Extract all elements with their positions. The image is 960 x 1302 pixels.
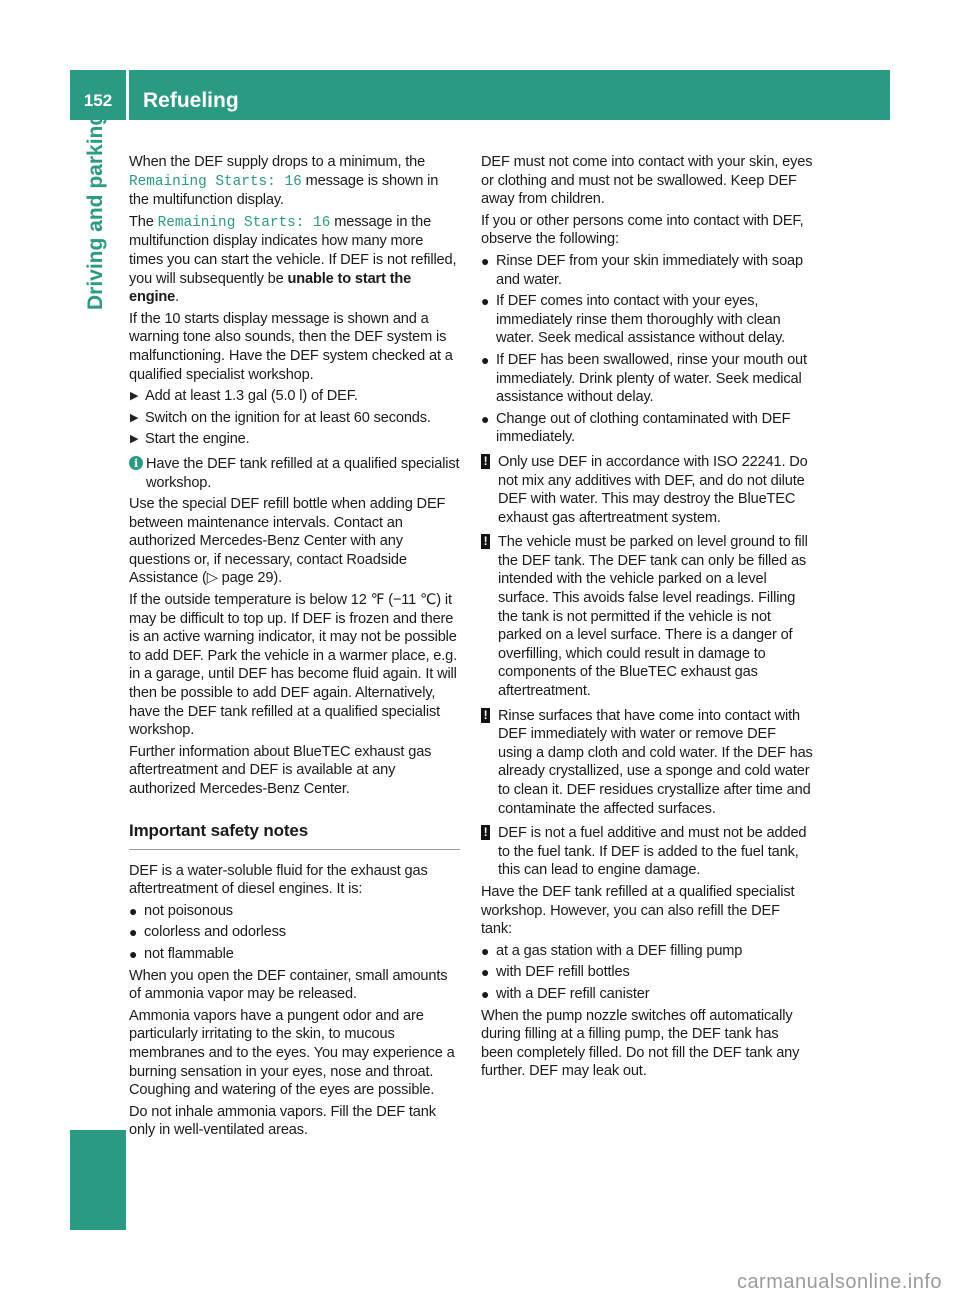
bullet-icon: ● bbox=[129, 945, 138, 962]
text: Use the special DEF refill bottle when adding DEF between maintenance intervals. Contact an authorized Mercedes-Benz Center with any questions or, if necessary, contact Roadside Assistance ( bbox=[129, 496, 446, 587]
paragraph: Do not inhale ammonia vapors. Fill the DEF tank only in well-ventilated areas. bbox=[129, 1103, 436, 1139]
paragraph bbox=[129, 495, 460, 588]
subsection-heading: Important safety notes bbox=[129, 820, 460, 850]
list-item bbox=[481, 292, 813, 348]
paragraph: Further information about BlueTEC exhaust gas aftertreatment and DEF is available at any authorized Mercedes-Benz Center. bbox=[129, 743, 432, 797]
section-title: Refueling bbox=[143, 89, 239, 112]
step-text: Start the engine. bbox=[145, 431, 250, 448]
warning-icon: ! bbox=[481, 454, 490, 469]
text: When the DEF supply drops to a minimum, the bbox=[129, 154, 426, 170]
bullet-icon: ● bbox=[481, 351, 490, 368]
display-message: Remaining Starts: 16 bbox=[129, 173, 302, 190]
list-item bbox=[481, 351, 813, 407]
text: ). bbox=[273, 570, 282, 587]
text: message is shown in the multifunction display. bbox=[129, 172, 439, 209]
bullet-icon: ● bbox=[481, 293, 490, 310]
paragraph: If the 10 starts display message is shown and a warning tone also sounds, then the DEF system is malfunctioning. Have the DEF system checked at a qualified specialist workshop. bbox=[129, 310, 453, 383]
warning-note bbox=[481, 453, 813, 527]
list-item bbox=[481, 942, 813, 961]
left-column bbox=[129, 153, 460, 1143]
list-item bbox=[481, 410, 813, 447]
right-column bbox=[481, 153, 813, 1084]
paragraph: DEF is a water-soluble fluid for the exhaust gas aftertreatment of diesel engines. It is: bbox=[129, 862, 428, 898]
text: . bbox=[175, 289, 180, 306]
watermark: carmanualsonline.info bbox=[736, 1271, 942, 1293]
list-item-text: colorless and odorless bbox=[144, 924, 286, 941]
header-divider bbox=[126, 70, 129, 120]
info-icon: i bbox=[129, 456, 143, 470]
step-item bbox=[129, 387, 460, 406]
display-message: Remaining Starts: 16 bbox=[157, 214, 331, 231]
bullet-icon: ● bbox=[481, 964, 490, 981]
paragraph: When you open the DEF container, small amounts of ammonia vapor may be released. bbox=[129, 967, 448, 1003]
list-item bbox=[481, 985, 813, 1004]
bullet-icon: ● bbox=[481, 942, 490, 959]
warning-icon: ! bbox=[481, 825, 490, 840]
list-item-text: If DEF has been swallowed, rinse your mouth out immediately. Drink plenty of water. Seek medical assistance without delay. bbox=[496, 351, 807, 406]
list-item-text: with DEF refill bottles bbox=[496, 964, 630, 981]
bullet-icon: ● bbox=[481, 410, 490, 427]
paragraph bbox=[129, 153, 460, 210]
warning-icon: ! bbox=[481, 708, 490, 723]
text: The bbox=[129, 213, 158, 230]
paragraph: DEF must not come into contact with your skin, eyes or clothing and must not be swallowed. Keep DEF away from children. bbox=[481, 154, 813, 208]
paragraph: Have the DEF tank refilled at a qualified specialist workshop. However, you can also refill the DEF tank: bbox=[481, 883, 795, 938]
page-reference-link[interactable]: ▷ page 29 bbox=[206, 570, 274, 587]
emphasis: unable to start the engine bbox=[129, 270, 412, 306]
text: message in the multifunction display indicates how many more times you can start the vehicle. If DEF is not refilled, you will subsequently be bbox=[129, 213, 457, 287]
list-item-text: Rinse DEF from your skin immediately with soap and water. bbox=[496, 252, 803, 288]
paragraph: When the pump nozzle switches off automatically during filling at a filling pump, the DEF tank has been completely filled. Do not fill the DEF tank any further. DEF may leak out. bbox=[481, 1007, 800, 1080]
chapter-label: Driving and parking bbox=[84, 112, 107, 310]
bullet-icon: ● bbox=[129, 924, 138, 941]
list-item bbox=[129, 902, 460, 921]
warning-text: Only use DEF in accordance with ISO 22241. Do not mix any additives with DEF, and do not dilute DEF with water. This may destroy the BlueTEC exhaust gas aftertreatment system. bbox=[498, 453, 808, 526]
paragraph: If the outside temperature is below 12 ℉ (−11 ℃) it may be difficult to top up. If DEF is frozen and there is an active warning indicator, it may not be possible to add DEF. Park the vehicle in a warmer place, e.g. in a garage, until DEF has become fluid again. It will then be possible to add DEF again. Alternatively, have the DEF tank refilled at a qualified specialist workshop. bbox=[129, 592, 458, 739]
paragraph: If you or other persons come into contact with DEF, observe the following: bbox=[481, 212, 804, 248]
info-text: Have the DEF tank refilled at a qualified specialist workshop. bbox=[146, 455, 460, 491]
info-note bbox=[129, 455, 460, 492]
list-item bbox=[481, 252, 813, 289]
bullet-icon: ● bbox=[481, 985, 490, 1002]
list-item-text: with a DEF refill canister bbox=[496, 985, 650, 1002]
warning-note bbox=[481, 707, 813, 819]
step-item bbox=[129, 430, 460, 449]
warning-text: Rinse surfaces that have come into contact with DEF immediately with water or remove DEF using a damp cloth and cold water. If the DEF has already crystallized, use a sponge and cold water to clean it. DEF residues crystallize after time and contaminate the affected surfaces. bbox=[498, 707, 813, 817]
paragraph bbox=[129, 213, 460, 307]
step-arrow-icon: ▶ bbox=[130, 411, 139, 424]
warning-note bbox=[481, 824, 813, 880]
list-item bbox=[481, 963, 813, 982]
list-item bbox=[129, 923, 460, 942]
warning-text: The vehicle must be parked on level ground to fill the DEF tank. The DEF tank can only be filled as intended with the vehicle parked on a level surface. This avoids false level readings. Filling the tank is not permitted if the vehicle is not parked on a level surface. There is a danger of overfilling, which could result in damage to components of the BlueTEC exhaust gas aftertreatment. bbox=[498, 534, 808, 700]
page-number: 152 bbox=[83, 91, 113, 110]
warning-icon: ! bbox=[481, 534, 490, 549]
list-item-text: not poisonous bbox=[144, 902, 233, 919]
warning-note bbox=[481, 533, 813, 700]
list-item-text: not flammable bbox=[144, 945, 234, 962]
bullet-icon: ● bbox=[129, 902, 138, 919]
list-item-text: Change out of clothing contaminated with DEF immediately. bbox=[496, 410, 791, 446]
step-text: Switch on the ignition for at least 60 seconds. bbox=[145, 409, 431, 426]
list-item bbox=[129, 945, 460, 964]
step-text: Add at least 1.3 gal (5.0 l) of DEF. bbox=[145, 388, 358, 405]
list-item-text: at a gas station with a DEF filling pump bbox=[496, 942, 743, 959]
step-arrow-icon: ▶ bbox=[130, 433, 139, 446]
paragraph: Ammonia vapors have a pungent odor and are particularly irritating to the skin, to mucous membranes and to the eyes. You may experience a burning sensation in your eyes, nose and throat. Coughing and watering of the eyes are possible. bbox=[129, 1007, 455, 1099]
warning-text: DEF is not a fuel additive and must not be added to the fuel tank. If DEF is added to the fuel tank, this can lead to engine damage. bbox=[498, 825, 807, 879]
bullet-icon: ● bbox=[481, 252, 490, 269]
step-arrow-icon: ▶ bbox=[130, 390, 139, 403]
step-item bbox=[129, 409, 460, 428]
chapter-marker bbox=[70, 1130, 126, 1230]
list-item-text: If DEF comes into contact with your eyes, immediately rinse them thoroughly with clean water. Seek medical assistance without delay. bbox=[496, 293, 786, 347]
